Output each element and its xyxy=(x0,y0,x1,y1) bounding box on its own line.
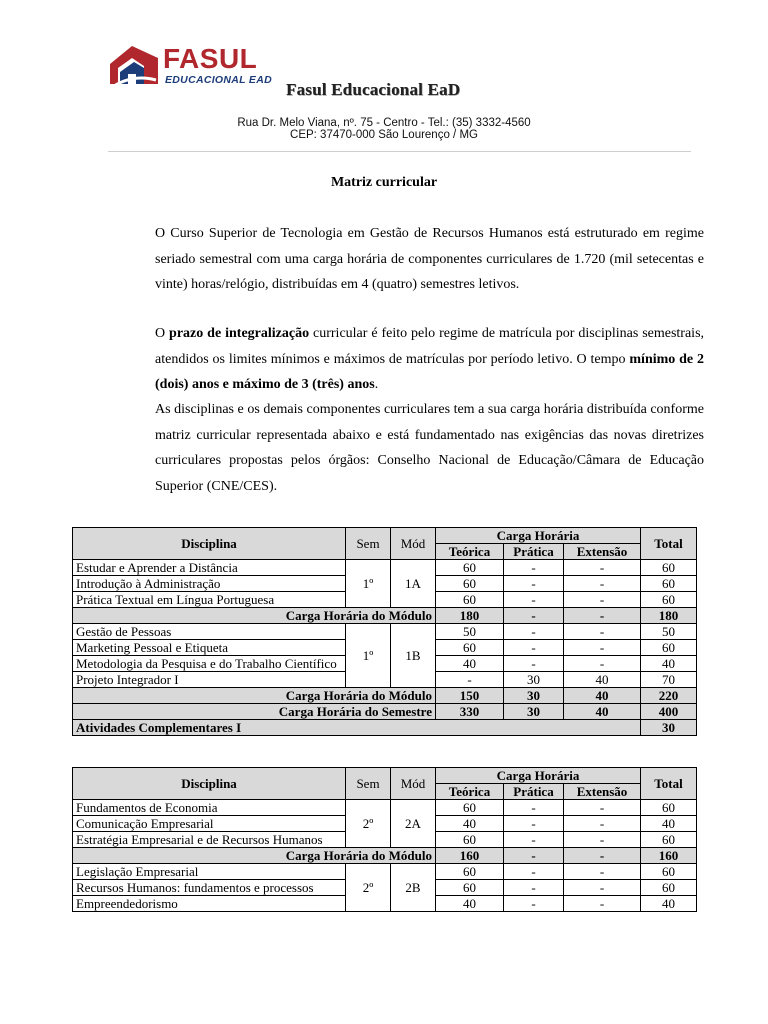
semester-total-label: Carga Horária do Semestre xyxy=(73,704,436,720)
cell-extensao: - xyxy=(564,592,641,608)
cell-teorica: 40 xyxy=(436,656,504,672)
cell-teorica: 150 xyxy=(436,688,504,704)
cell-extensao: - xyxy=(564,624,641,640)
cell-total: 60 xyxy=(641,832,697,848)
cell-extensao: 40 xyxy=(564,672,641,688)
cell-sem: 1º xyxy=(346,560,391,608)
subtotal-label: Carga Horária do Módulo xyxy=(73,608,436,624)
cell-pratica: - xyxy=(504,592,564,608)
paragraph-course-structure xyxy=(109,221,704,298)
cell-pratica: - xyxy=(504,624,564,640)
cell-teorica: 50 xyxy=(436,624,504,640)
header-sem: Sem xyxy=(346,768,391,800)
cell-pratica: - xyxy=(504,864,564,880)
cell-teorica: 60 xyxy=(436,880,504,896)
cell-extensao: 40 xyxy=(564,704,641,720)
cell-total: 30 xyxy=(641,720,697,736)
cell-extensao: - xyxy=(564,608,641,624)
cell-total: 60 xyxy=(641,880,697,896)
cell-total: 60 xyxy=(641,640,697,656)
cell-teorica: 40 xyxy=(436,816,504,832)
cell-sem: 2º xyxy=(346,800,391,848)
paragraph-text: As disciplinas e os demais componentes curriculares tem a sua carga horária distribuída conforme matriz curricular representada abaixo e está fundamentado nas exigências das novas diretrizes curriculares propostas pelos órgãos: Conselho Nacional de Educação/Câmara de Educação Superior (CNE/CES). xyxy=(155,402,704,494)
cell-total: 60 xyxy=(641,800,697,816)
cell-total: 60 xyxy=(641,576,697,592)
cell-extensao: - xyxy=(564,896,641,912)
cell-mod: 1B xyxy=(391,624,436,688)
activities-row xyxy=(73,720,697,736)
cell-disciplina: Marketing Pessoal e Etiqueta xyxy=(73,640,346,656)
cell-teorica: 330 xyxy=(436,704,504,720)
header-sem: Sem xyxy=(346,528,391,560)
cell-extensao: - xyxy=(564,656,641,672)
address-line-2: CEP: 37470-000 São Lourenço / MG xyxy=(290,129,478,141)
cell-pratica: - xyxy=(504,640,564,656)
cell-teorica: - xyxy=(436,672,504,688)
cell-mod: 2B xyxy=(391,864,436,912)
header-pratica: Prática xyxy=(504,544,564,560)
cell-disciplina: Fundamentos de Economia xyxy=(73,800,346,816)
cell-teorica: 60 xyxy=(436,592,504,608)
cell-disciplina: Recursos Humanos: fundamentos e processos xyxy=(73,880,346,896)
subtotal-label: Carga Horária do Módulo xyxy=(73,688,436,704)
cell-total: 400 xyxy=(641,704,697,720)
cell-total: 160 xyxy=(641,848,697,864)
cell-pratica: - xyxy=(504,816,564,832)
cell-teorica: 60 xyxy=(436,560,504,576)
cell-teorica: 180 xyxy=(436,608,504,624)
cell-pratica: - xyxy=(504,848,564,864)
cell-pratica: - xyxy=(504,880,564,896)
header-mod: Mód xyxy=(391,528,436,560)
header-carga-horaria: Carga Horária xyxy=(436,528,641,544)
cell-pratica: - xyxy=(504,832,564,848)
header-total: Total xyxy=(641,768,697,800)
cell-total: 50 xyxy=(641,624,697,640)
cell-pratica: - xyxy=(504,576,564,592)
header-teorica: Teórica xyxy=(436,544,504,560)
cell-pratica: - xyxy=(504,800,564,816)
cell-teorica: 60 xyxy=(436,864,504,880)
paragraph-text: O xyxy=(155,326,170,341)
organization-name: Fasul Educacional EaD xyxy=(286,80,461,99)
cell-teorica: 60 xyxy=(436,800,504,816)
header-divider xyxy=(108,151,691,152)
cell-disciplina: Metodologia da Pesquisa e do Trabalho Científico xyxy=(73,656,346,672)
cell-total: 60 xyxy=(641,864,697,880)
module-subtotal-row xyxy=(73,688,697,704)
cell-sem: 2º xyxy=(346,864,391,912)
module-subtotal-row xyxy=(73,848,697,864)
header-pratica: Prática xyxy=(504,784,564,800)
cell-disciplina: Comunicação Empresarial xyxy=(73,816,346,832)
cell-disciplina: Introdução à Administração xyxy=(73,576,346,592)
cell-total: 180 xyxy=(641,608,697,624)
cell-total: 220 xyxy=(641,688,697,704)
cell-mod: 1A xyxy=(391,560,436,608)
cell-teorica: 60 xyxy=(436,832,504,848)
header-mod: Mód xyxy=(391,768,436,800)
header-extensao: Extensão xyxy=(564,784,641,800)
cell-teorica: 160 xyxy=(436,848,504,864)
cell-total: 40 xyxy=(641,656,697,672)
header-total: Total xyxy=(641,528,697,560)
header-extensao: Extensão xyxy=(564,544,641,560)
cell-disciplina: Empreendedorismo xyxy=(73,896,346,912)
cell-disciplina: Projeto Integrador I xyxy=(73,672,346,688)
curriculum-table-semester-2 xyxy=(72,767,697,912)
table-row xyxy=(73,560,697,576)
cell-pratica: - xyxy=(504,608,564,624)
subtotal-label: Carga Horária do Módulo xyxy=(73,848,436,864)
header-disciplina: Disciplina xyxy=(73,768,346,800)
cell-total: 40 xyxy=(641,896,697,912)
activities-label: Atividades Complementares I xyxy=(73,720,641,736)
cell-extensao: - xyxy=(564,832,641,848)
bold-text: mínimo de 2 (dois) anos e máximo de 3 (três) anos xyxy=(155,351,704,392)
cell-disciplina: Estudar e Aprender a Distância xyxy=(73,560,346,576)
cell-extensao: - xyxy=(564,576,641,592)
cell-pratica: 30 xyxy=(504,688,564,704)
cell-total: 60 xyxy=(641,592,697,608)
cell-extensao: - xyxy=(564,560,641,576)
paragraph-integration-term xyxy=(109,321,704,398)
cell-extensao: - xyxy=(564,864,641,880)
cell-pratica: - xyxy=(504,656,564,672)
cell-total: 70 xyxy=(641,672,697,688)
table-row xyxy=(73,800,697,816)
header-carga-horaria: Carga Horária xyxy=(436,768,641,784)
curriculum-table-semester-1 xyxy=(72,527,697,736)
cell-pratica: 30 xyxy=(504,704,564,720)
cell-disciplina: Prática Textual em Língua Portuguesa xyxy=(73,592,346,608)
cell-total: 40 xyxy=(641,816,697,832)
header-teorica: Teórica xyxy=(436,784,504,800)
header-disciplina: Disciplina xyxy=(73,528,346,560)
paragraph-distribution xyxy=(109,397,704,499)
document-title: Matriz curricular xyxy=(330,175,438,190)
cell-pratica: - xyxy=(504,560,564,576)
cell-extensao: - xyxy=(564,880,641,896)
cell-extensao: 40 xyxy=(564,688,641,704)
cell-disciplina: Estratégia Empresarial e de Recursos Humanos xyxy=(73,832,346,848)
cell-teorica: 40 xyxy=(436,896,504,912)
brand-name: FASUL xyxy=(163,43,258,74)
table-row xyxy=(73,864,697,880)
semester-total-row xyxy=(73,704,697,720)
cell-extensao: - xyxy=(564,816,641,832)
bold-text: prazo de integralização xyxy=(169,326,310,341)
table-row xyxy=(73,624,697,640)
cell-sem: 1º xyxy=(346,624,391,688)
cell-extensao: - xyxy=(564,800,641,816)
cell-extensao: - xyxy=(564,640,641,656)
paragraph-text: O Curso Superior de Tecnologia em Gestão de Recursos Humanos está estruturado em regime seriado semestral com uma carga horária de componentes curriculares de 1.720 (mil setecentas e vinte) horas/relógio, distribuídas em 4 (quatro) semestres letivos. xyxy=(155,226,704,292)
module-subtotal-row xyxy=(73,608,697,624)
cell-pratica: 30 xyxy=(504,672,564,688)
cell-extensao: - xyxy=(564,848,641,864)
cell-teorica: 60 xyxy=(436,576,504,592)
cell-teorica: 60 xyxy=(436,640,504,656)
paragraph-text: . xyxy=(374,377,379,392)
paragraph-text: curricular é feito pelo regime de matrícula por disciplinas semestrais, atendidos os limites mínimos e máximos de matrículas por período letivo. O tempo xyxy=(155,326,705,367)
cell-pratica: - xyxy=(504,896,564,912)
cell-disciplina: Gestão de Pessoas xyxy=(73,624,346,640)
address-line-1: Rua Dr. Melo Viana, nº. 75 - Centro - Tel.: (35) 3332-4560 xyxy=(237,117,531,129)
cell-disciplina: Legislação Empresarial xyxy=(73,864,346,880)
cell-mod: 2A xyxy=(391,800,436,848)
cell-total: 60 xyxy=(641,560,697,576)
brand-subtitle: EDUCACIONAL EAD xyxy=(165,74,272,86)
